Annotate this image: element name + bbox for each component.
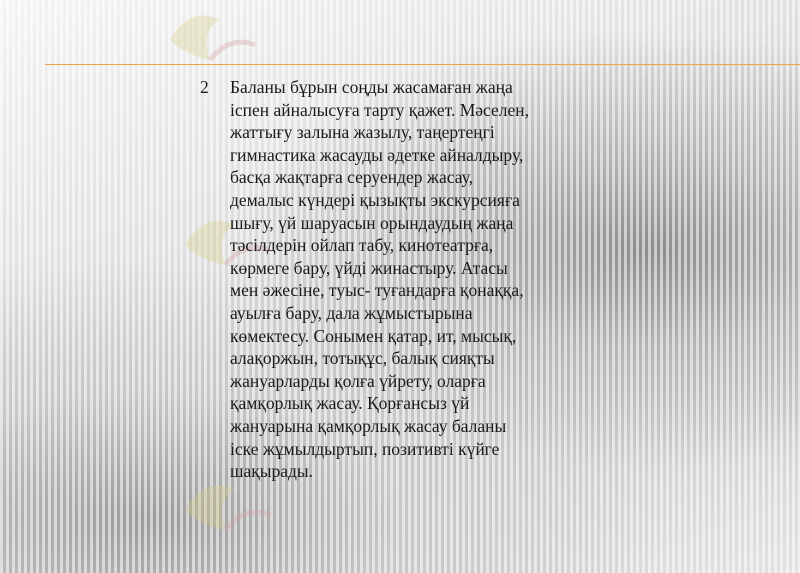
text-line: шақырады.: [230, 461, 314, 482]
text-line: гимнастика жасауды әдетке айналдыру,: [230, 144, 524, 165]
text-line: алақоржын, тотықұс, балық сияқты: [230, 348, 495, 369]
text-line: жануарына қамқорлық жасау баланы: [230, 415, 507, 436]
watermark-logo-icon: [160, 0, 280, 80]
text-line: іске жұмылдыртып, позитивті күйге: [230, 438, 500, 459]
text-line: көмектесу. Сонымен қатар, ит, мысық,: [230, 325, 517, 346]
text-line: іспен айналысуға тарту қажет. Мәселен,: [230, 99, 530, 120]
text-line: қамқорлық жасау. Қорғансыз үй: [230, 393, 470, 414]
text-line: жаттығу залына жазылу, таңертеңгі: [230, 122, 495, 143]
text-line: Баланы бұрын соңды жасамаған жаңа: [230, 77, 513, 97]
text-line: демалыс күндері қызықты экскурсияға: [230, 189, 520, 210]
text-line: шығу, үй шаруасын орындаудың жаңа: [230, 212, 514, 233]
text-line: көрмеге бару, үйді жинастыру. Атасы: [230, 257, 508, 278]
list-item-number: 2: [200, 77, 209, 97]
text-line: мен әжесіне, туыс- туғандарға қонаққа,: [230, 280, 524, 301]
top-divider: [45, 64, 800, 65]
list-item-text: [230, 76, 590, 483]
text-line: басқа жақтарға серуендер жасау,: [230, 167, 473, 188]
text-line: ауылға бару, дала жұмыстырына: [230, 302, 473, 323]
text-line: жануарларды қолға үйрету, оларға: [230, 370, 486, 391]
text-line: тәсілдерін ойлап табу, кинотеатрға,: [230, 235, 494, 256]
